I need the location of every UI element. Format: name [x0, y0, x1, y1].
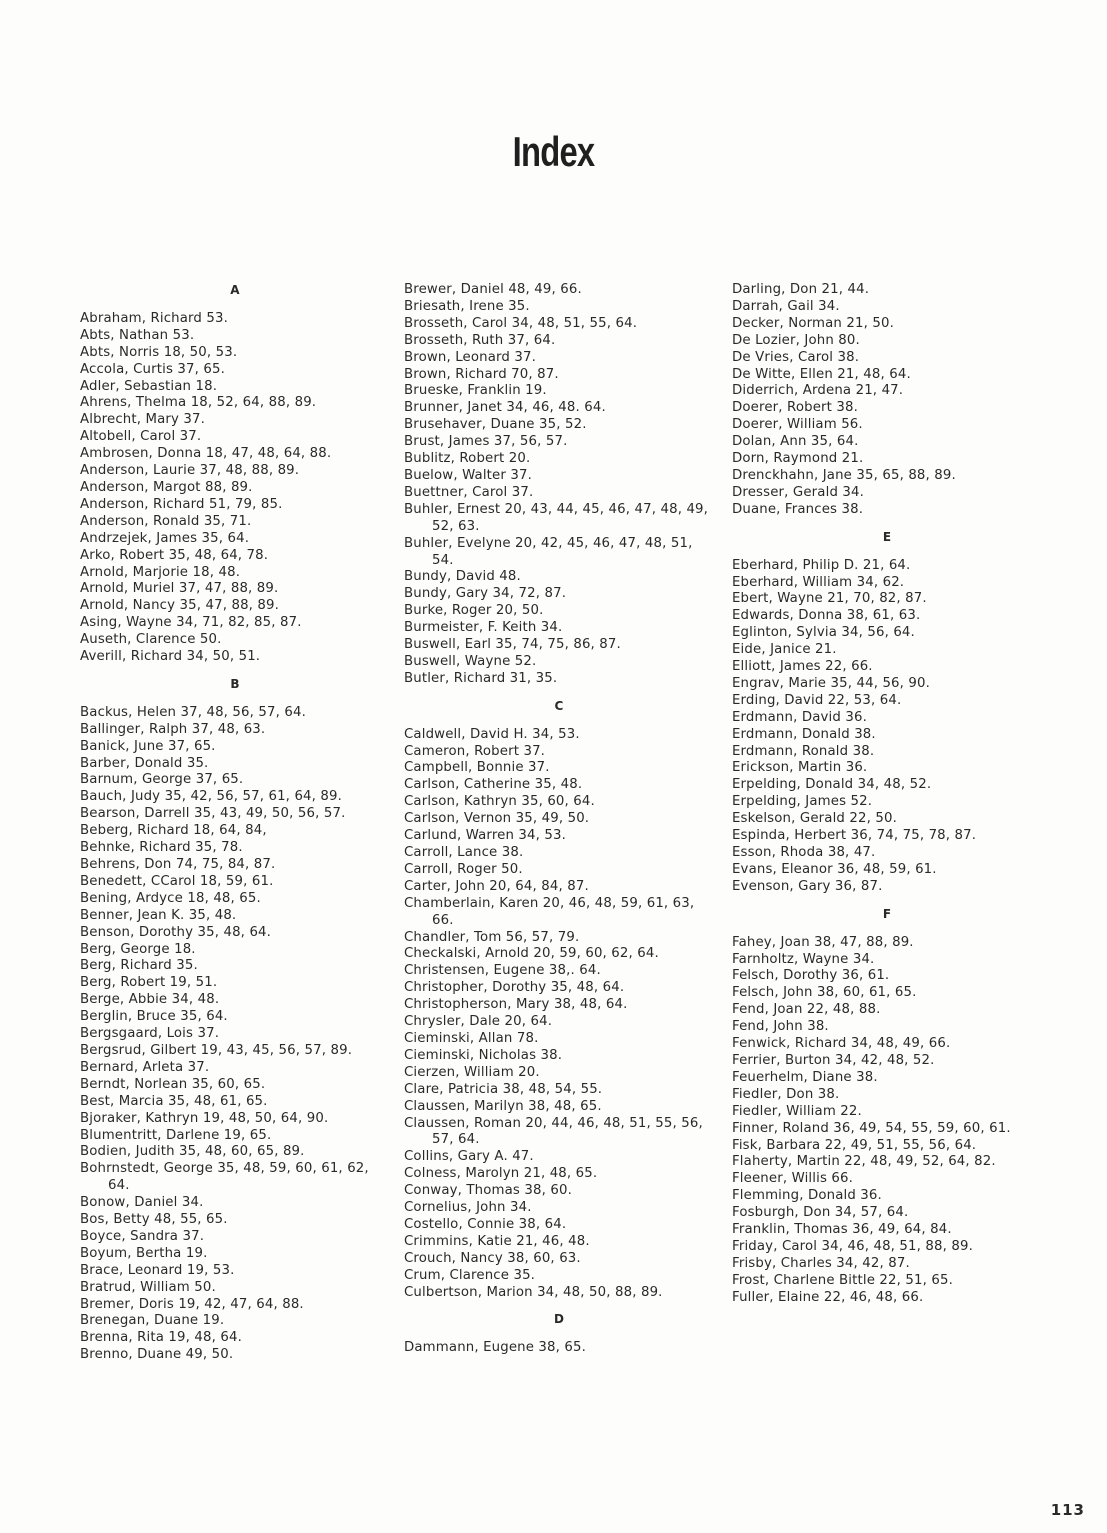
index-entry: Diderrich, Ardena 21, 47. [732, 383, 904, 399]
index-entry: Cieminski, Allan 78. [404, 1030, 539, 1046]
index-entry: Buhler, Ernest 20, 43, 44, 45, 46, 47, 48, 49, 52, 63. [404, 501, 709, 534]
index-entry: Flemming, Donald 36. [732, 1188, 882, 1204]
index-entry: Bauch, Judy 35, 42, 56, 57, 61, 64, 89. [80, 789, 343, 805]
index-entry: Bundy, Gary 34, 72, 87. [404, 586, 567, 602]
index-entry: Anderson, Margot 88, 89. [80, 479, 253, 495]
index-entry: Berge, Abbie 34, 48. [80, 992, 220, 1008]
index-entry: Fisk, Barbara 22, 49, 51, 55, 56, 64. [732, 1137, 977, 1153]
index-entry: Barber, Donald 35. [80, 755, 209, 771]
index-entry: Fiedler, Don 38. [732, 1086, 840, 1102]
index-entry: Eberhard, Philip D. 21, 64. [732, 557, 911, 573]
index-entry: Arnold, Nancy 35, 47, 88, 89. [80, 598, 280, 614]
index-entry: Buettner, Carol 37. [404, 484, 534, 500]
index-entry: Crouch, Nancy 38, 60, 63. [404, 1250, 581, 1266]
index-entry: Albrecht, Mary 37. [80, 412, 206, 428]
index-entry: Dammann, Eugene 38, 65. [404, 1340, 587, 1356]
index-entry: Elliott, James 22, 66. [732, 659, 873, 675]
index-entry: Dorn, Raymond 21. [732, 451, 864, 467]
index-entry: Altobell, Carol 37. [80, 429, 202, 445]
index-entry: Fenwick, Richard 34, 48, 49, 66. [732, 1036, 951, 1052]
index-entry: Brunner, Janet 34, 46, 48. 64. [404, 400, 606, 416]
index-entry: Brown, Richard 70, 87. [404, 366, 559, 382]
index-entry: Eglinton, Sylvia 34, 56, 64. [732, 625, 915, 641]
index-entry: Cierzen, William 20. [404, 1064, 540, 1080]
index-entry: Briesath, Irene 35. [404, 298, 530, 314]
index-entry: Erdmann, David 36. [732, 709, 867, 725]
index-entry: Andrzejek, James 35, 64. [80, 530, 250, 546]
index-entry: Frost, Charlene Bittle 22, 51, 65. [732, 1272, 953, 1288]
index-entry: Best, Marcia 35, 48, 61, 65. [80, 1093, 268, 1109]
index-entry: Bearson, Darrell 35, 43, 49, 50, 56, 57. [80, 806, 346, 822]
index-entry: Burke, Roger 20, 50. [404, 603, 544, 619]
index-entry: Duane, Frances 38. [732, 501, 864, 517]
index-entry: Bodien, Judith 35, 48, 60, 65, 89. [80, 1144, 305, 1160]
index-entry: Brueske, Franklin 19. [404, 383, 547, 399]
section-letter: C [554, 698, 564, 713]
index-entry: Dolan, Ann 35, 64. [732, 434, 859, 450]
index-entry: Benson, Dorothy 35, 48, 64. [80, 924, 272, 940]
section-letter: B [230, 676, 240, 691]
index-entry: Brown, Leonard 37. [404, 349, 537, 365]
index-entry: Blumentritt, Darlene 19, 65. [80, 1127, 272, 1143]
page-number: 113 [1050, 1501, 1085, 1519]
index-entry: Bos, Betty 48, 55, 65. [80, 1212, 228, 1228]
index-entry: Esson, Rhoda 38, 47. [732, 845, 876, 860]
index-entry: De Lozier, John 80. [732, 332, 860, 348]
index-entry: Erding, David 22, 53, 64. [732, 692, 902, 708]
index-entry: De Witte, Ellen 21, 48, 64. [732, 366, 911, 382]
index-entry: Brenno, Duane 49, 50. [80, 1347, 234, 1363]
index-entry: Fiedler, William 22. [732, 1103, 862, 1119]
index-entry: Christensen, Eugene 38,. 64. [404, 963, 601, 979]
index-entry: Clare, Patricia 38, 48, 54, 55. [404, 1081, 603, 1097]
index-entry: Brosseth, Carol 34, 48, 51, 55, 64. [404, 315, 638, 331]
index-entry: De Vries, Carol 38. [732, 349, 860, 365]
index-entry: Fend, Joan 22, 48, 88. [732, 1002, 881, 1018]
index-entry: Erickson, Martin 36. [732, 760, 868, 776]
index-entry: Berg, Richard 35. [80, 958, 198, 974]
index-entry: Anderson, Ronald 35, 71. [80, 513, 252, 529]
index-entry: Fend, John 38. [732, 1019, 829, 1035]
index-entry: Backus, Helen 37, 48, 56, 57, 64. [80, 704, 306, 720]
index-entry: Evans, Eleanor 36, 48, 59, 61. [732, 861, 937, 877]
index-entry: Brenna, Rita 19, 48, 64. [80, 1330, 242, 1346]
index-entry: Butler, Richard 31, 35. [404, 670, 558, 686]
index-entry: Carlson, Vernon 35, 49, 50. [404, 811, 590, 827]
index-entry: Bohrnstedt, George 35, 48, 59, 60, 61, 62, 64. [80, 1161, 369, 1194]
index-entry: Carroll, Lance 38. [404, 845, 524, 860]
index-entry: Behnke, Richard 35, 78. [80, 840, 243, 856]
index-entry: Brace, Leonard 19, 53. [80, 1262, 235, 1278]
section-letter: E [882, 529, 892, 544]
index-entry: Arko, Robert 35, 48, 64, 78. [80, 547, 269, 563]
index-entry: Campbell, Bonnie 37. [404, 760, 550, 776]
index-entry: Cieminski, Nicholas 38. [404, 1047, 563, 1063]
index-entry: Franklin, Thomas 36, 49, 64, 84. [732, 1222, 952, 1238]
index-entry: Edwards, Donna 38, 61, 63. [732, 608, 921, 624]
index-column-3 [732, 282, 1042, 1307]
index-entry: Bremer, Doris 19, 42, 47, 64, 88. [80, 1296, 304, 1312]
index-entry: Benner, Jean K. 35, 48. [80, 907, 237, 923]
index-entry: Eide, Janice 21. [732, 642, 837, 658]
index-entry: Darrah, Gail 34. [732, 298, 840, 314]
index-entry: Christopher, Dorothy 35, 48, 64. [404, 980, 625, 996]
index-entry: Brewer, Daniel 48, 49, 66. [404, 282, 582, 297]
index-entry: Drenckhahn, Jane 35, 65, 88, 89. [732, 467, 956, 483]
index-entry: Bratrud, William 50. [80, 1279, 216, 1295]
index-entry: Dresser, Gerald 34. [732, 484, 865, 500]
index-entry: Chamberlain, Karen 20, 46, 48, 59, 61, 63, 66. [404, 895, 695, 928]
index-entry: Buelow, Walter 37. [404, 467, 532, 483]
index-entry: Boyum, Bertha 19. [80, 1245, 208, 1261]
index-entry: Beberg, Richard 18, 64, 84, [80, 823, 267, 839]
index-entry: Abts, Nathan 53. [80, 327, 195, 343]
index-entry: Colness, Marolyn 21, 48, 65. [404, 1166, 598, 1182]
index-entry: Flaherty, Martin 22, 48, 49, 52, 64, 82. [732, 1154, 996, 1170]
index-entry: Fahey, Joan 38, 47, 88, 89. [732, 934, 914, 950]
index-entry: Checkalski, Arnold 20, 59, 60, 62, 64. [404, 946, 659, 962]
index-entry: Doerer, William 56. [732, 417, 863, 433]
index-entry: Arnold, Muriel 37, 47, 88, 89. [80, 581, 279, 597]
section-letter: D [553, 1312, 565, 1327]
index-entry: Doerer, Robert 38. [732, 400, 858, 416]
index-entry: Fuller, Elaine 22, 46, 48, 66. [732, 1289, 924, 1305]
index-entry: Brenegan, Duane 19. [80, 1313, 225, 1329]
index-entry: Eskelson, Gerald 22, 50. [732, 811, 897, 827]
index-entry: Ahrens, Thelma 18, 52, 64, 88, 89. [80, 395, 317, 411]
index-entry: Berglin, Bruce 35, 64. [80, 1009, 228, 1025]
index-entry: Banick, June 37, 65. [80, 738, 216, 754]
index-entry: Bundy, David 48. [404, 569, 521, 585]
index-entry: Carter, John 20, 64, 84, 87. [404, 878, 589, 894]
index-entry: Claussen, Roman 20, 44, 46, 48, 51, 55, 56, 57, 64. [404, 1115, 703, 1148]
index-entry: Buswell, Earl 35, 74, 75, 86, 87. [404, 637, 621, 653]
index-entry: Farnholtz, Wayne 34. [732, 951, 875, 967]
index-entry: Espinda, Herbert 36, 74, 75, 78, 87. [732, 828, 977, 844]
index-entry: Ebert, Wayne 21, 70, 82, 87. [732, 591, 927, 607]
index-entry: Collins, Gary A. 47. [404, 1149, 534, 1165]
index-entry: Claussen, Marilyn 38, 48, 65. [404, 1098, 602, 1114]
index-entry: Bonow, Daniel 34. [80, 1195, 204, 1211]
index-entry: Cornelius, John 34. [404, 1200, 532, 1216]
index-entry: Boyce, Sandra 37. [80, 1228, 205, 1244]
index-entry: Felsch, Dorothy 36, 61. [732, 968, 890, 984]
index-entry: Christopherson, Mary 38, 48, 64. [404, 997, 628, 1013]
index-entry: Engrav, Marie 35, 44, 56, 90. [732, 675, 931, 691]
index-entry: Culbertson, Marion 34, 48, 50, 88, 89. [404, 1284, 663, 1300]
index-entry: Carlson, Catherine 35, 48. [404, 777, 583, 793]
index-entry: Frisby, Charles 34, 42, 87. [732, 1255, 910, 1271]
index-entry: Auseth, Clarence 50. [80, 632, 222, 648]
index-entry: Friday, Carol 34, 46, 48, 51, 88, 89. [732, 1238, 973, 1254]
index-entry: Ambrosen, Donna 18, 47, 48, 64, 88. [80, 446, 332, 462]
index-entry: Brust, James 37, 56, 57. [404, 434, 568, 450]
index-entry: Eberhard, William 34, 62. [732, 574, 905, 590]
index-entry: Bergsrud, Gilbert 19, 43, 45, 56, 57, 89. [80, 1042, 353, 1058]
index-entry: Feuerhelm, Diane 38. [732, 1069, 878, 1085]
index-entry: Finner, Roland 36, 49, 54, 55, 59, 60, 61. [732, 1120, 1011, 1136]
index-entry: Brosseth, Ruth 37, 64. [404, 332, 556, 348]
index-entry: Evenson, Gary 36, 87. [732, 878, 883, 894]
index-entry: Bergsgaard, Lois 37. [80, 1026, 220, 1042]
index-entry: Asing, Wayne 34, 71, 82, 85, 87. [80, 615, 302, 631]
index-entry: Brusehaver, Duane 35, 52. [404, 417, 587, 433]
index-entry: Averill, Richard 34, 50, 51. [80, 649, 261, 665]
index-entry: Carlund, Warren 34, 53. [404, 828, 566, 844]
index-entry: Crimmins, Katie 21, 46, 48. [404, 1233, 590, 1249]
index-entry: Crum, Clarence 35. [404, 1267, 536, 1283]
index-entry: Carlson, Kathryn 35, 60, 64. [404, 794, 595, 810]
index-entry: Bublitz, Robert 20. [404, 451, 531, 467]
index-entry: Abts, Norris 18, 50, 53. [80, 344, 238, 360]
index-entry: Fosburgh, Don 34, 57, 64. [732, 1205, 909, 1221]
index-entry: Carroll, Roger 50. [404, 861, 523, 877]
index-entry: Adler, Sebastian 18. [80, 378, 218, 394]
index-entry: Ferrier, Burton 34, 42, 48, 52. [732, 1052, 935, 1068]
index-entry: Decker, Norman 21, 50. [732, 315, 894, 331]
index-entry: Barnum, George 37, 65. [80, 772, 244, 788]
index-entry: Cameron, Robert 37. [404, 743, 546, 759]
page-title: Index [512, 128, 595, 175]
index-entry: Erpelding, Donald 34, 48, 52. [732, 777, 932, 793]
index-column-2 [404, 282, 714, 1357]
index-entry: Accola, Curtis 37, 65. [80, 361, 225, 377]
index-entry: Anderson, Richard 51, 79, 85. [80, 496, 283, 512]
index-entry: Caldwell, David H. 34, 53. [404, 726, 580, 742]
index-entry: Ballinger, Ralph 37, 48, 63. [80, 721, 266, 737]
section-letter: F [882, 906, 892, 921]
index-entry: Arnold, Marjorie 18, 48. [80, 564, 241, 580]
index-entry: Conway, Thomas 38, 60. [404, 1183, 572, 1199]
index-entry: Berg, Robert 19, 51. [80, 975, 218, 991]
index-entry: Chandler, Tom 56, 57, 79. [404, 929, 580, 945]
index-entry: Buswell, Wayne 52. [404, 653, 537, 669]
index-entry: Bjoraker, Kathryn 19, 48, 50, 64, 90. [80, 1110, 329, 1126]
index-column-1 [80, 282, 390, 1364]
section-letter: A [230, 283, 240, 297]
index-entry: Bernard, Arleta 37. [80, 1059, 210, 1075]
index-entry: Costello, Connie 38, 64. [404, 1216, 567, 1232]
index-entry: Abraham, Richard 53. [80, 310, 228, 326]
index-entry: Erpelding, James 52. [732, 794, 873, 810]
index-entry: Benedett, CCarol 18, 59, 61. [80, 873, 274, 889]
index-entry: Chrysler, Dale 20, 64. [404, 1014, 553, 1030]
index-entry: Burmeister, F. Keith 34. [404, 620, 563, 636]
index-entry: Erdmann, Donald 38. [732, 726, 876, 742]
index-entry: Berg, George 18. [80, 941, 196, 957]
index-entry: Erdmann, Ronald 38. [732, 743, 875, 759]
index-entry: Felsch, John 38, 60, 61, 65. [732, 985, 917, 1001]
index-entry: Bening, Ardyce 18, 48, 65. [80, 890, 261, 906]
index-entry: Darling, Don 21, 44. [732, 282, 870, 297]
index-entry: Buhler, Evelyne 20, 42, 45, 46, 47, 48, 51, 54. [404, 535, 693, 568]
index-entry: Anderson, Laurie 37, 48, 88, 89. [80, 463, 300, 479]
index-entry: Fleener, Willis 66. [732, 1171, 854, 1187]
index-entry: Behrens, Don 74, 75, 84, 87. [80, 857, 276, 872]
index-entry: Berndt, Norlean 35, 60, 65. [80, 1076, 266, 1092]
